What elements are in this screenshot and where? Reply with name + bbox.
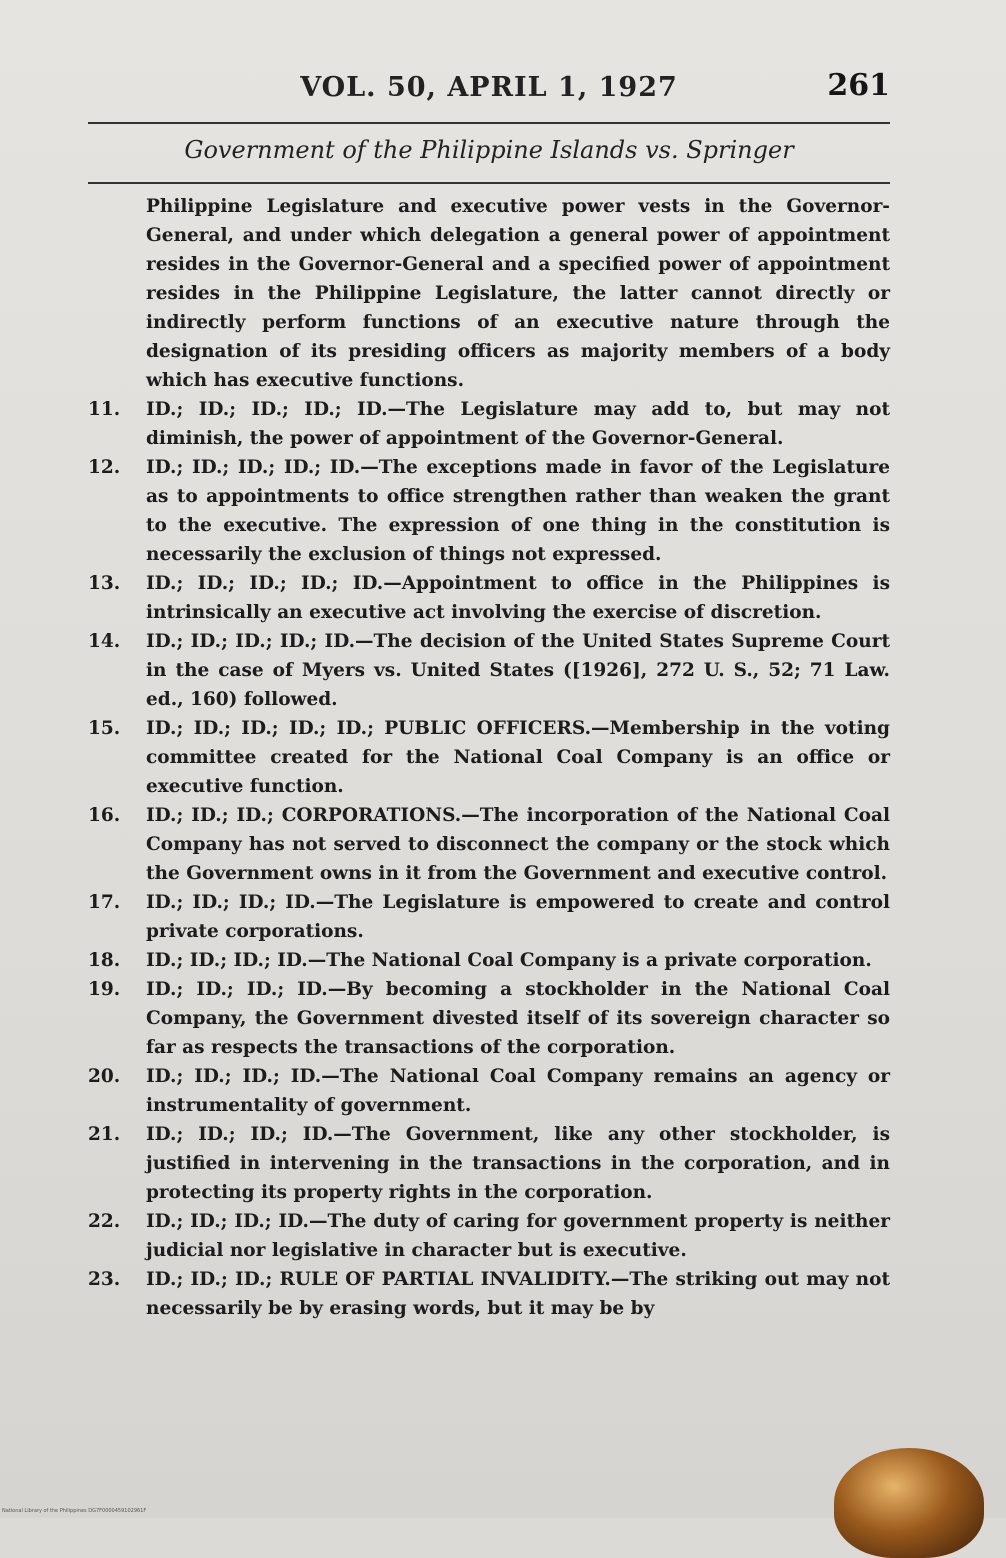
entry-number: 17. xyxy=(88,892,121,913)
entry-number: 23. xyxy=(88,1269,121,1290)
entry-text: ID.; ID.; ID.; ID.—By becoming a stockholder in the National Coal Company, the Government divested itself of its sovereign character so far as respects the transactions of the corporation. xyxy=(146,979,890,1058)
case-title: Government of the Philippine Islands vs. Springer xyxy=(184,136,794,164)
syllabus-body xyxy=(88,192,890,1323)
entry-number: 18. xyxy=(88,950,121,971)
header-rule-bottom xyxy=(88,182,890,184)
syllabus-entry-14 xyxy=(88,627,890,714)
entry-text: ID.; ID.; ID.; ID.; ID.—The decision of the United States Supreme Court in the case of Myers vs. United States ([1926], 272 U. S., 52; 71 Law. ed., 160) followed. xyxy=(146,631,890,710)
thumb-shadow xyxy=(834,1448,984,1558)
page-number: 261 xyxy=(827,68,890,103)
entry-text: ID.; ID.; ID.; CORPORATIONS.—The incorporation of the National Coal Company has not served to disconnect the company or the stock which the Government owns in it from the Government and executive control. xyxy=(146,805,890,884)
entry-text: ID.; ID.; ID.; ID.—The Government, like any other stockholder, is justified in intervening in the transactions in the corporation, and in protecting its property rights in the corporation. xyxy=(146,1124,890,1203)
entry-number: 20. xyxy=(88,1066,121,1087)
library-footer-tag: National Library of the Philippines DG7F0000459102961F xyxy=(2,1508,147,1514)
syllabus-entry-15 xyxy=(88,714,890,801)
entry-text: ID.; ID.; ID.; ID.; ID.—The Legislature may add to, but may not diminish, the power of appointment of the Governor-General. xyxy=(146,399,890,449)
syllabus-entry-20 xyxy=(88,1062,890,1120)
entry-number: 13. xyxy=(88,573,121,594)
entry-number: 21. xyxy=(88,1124,121,1145)
volume-line: VOL. 50, APRIL 1, 1927 xyxy=(300,72,678,103)
syllabus-entry-22 xyxy=(88,1207,890,1265)
syllabus-entry-23 xyxy=(88,1265,890,1323)
syllabus-entry-16 xyxy=(88,801,890,888)
syllabus-entry-17 xyxy=(88,888,890,946)
intro-paragraph: Philippine Legislature and executive power vests in the Governor-General, and under which delegation a general power of appointment resides in the Governor-General and a specified power of appointment resides in the Philippine Legislature, the latter cannot directly or indirectly perform functions of an executive nature through the designation of its presiding officers as majority members of a body which has executive functions. xyxy=(146,196,890,391)
syllabus-entry-11 xyxy=(88,395,890,453)
entry-number: 16. xyxy=(88,805,121,826)
entry-number: 19. xyxy=(88,979,121,1000)
syllabus-entry-12 xyxy=(88,453,890,569)
entry-text: ID.; ID.; ID.; ID.; ID.—The exceptions made in favor of the Legislature as to appointments to office strengthen rather than weaken the grant to the executive. The expression of one thing in the constitution is necessarily the exclusion of things not expressed. xyxy=(146,457,890,565)
entry-number: 11. xyxy=(88,399,121,420)
syllabus-entry-13 xyxy=(88,569,890,627)
entry-text: ID.; ID.; ID.; ID.; ID.—Appointment to office in the Philippines is intrinsically an executive act involving the exercise of discretion. xyxy=(146,573,890,623)
syllabus-entry-19 xyxy=(88,975,890,1062)
entry-text: ID.; ID.; ID.; ID.—The National Coal Company is a private corporation. xyxy=(146,950,872,971)
entry-number: 14. xyxy=(88,631,121,652)
syllabus-entry-21 xyxy=(88,1120,890,1207)
entry-text: ID.; ID.; ID.; ID.—The Legislature is empowered to create and control private corporations. xyxy=(146,892,890,942)
entry-number: 12. xyxy=(88,457,121,478)
entry-number: 22. xyxy=(88,1211,121,1232)
entry-text: ID.; ID.; ID.; ID.—The National Coal Company remains an agency or instrumentality of government. xyxy=(146,1066,890,1116)
entry-text: ID.; ID.; ID.; ID.; ID.; PUBLIC OFFICERS.—Membership in the voting committee created for the National Coal Company is an office or executive function. xyxy=(146,718,890,797)
syllabus-entry-18 xyxy=(88,946,890,975)
header-rule-top xyxy=(88,122,890,124)
entry-text: ID.; ID.; ID.; ID.—The duty of caring for government property is neither judicial nor legislative in character but is executive. xyxy=(146,1211,890,1261)
running-head xyxy=(88,66,890,118)
entry-text: ID.; ID.; ID.; RULE OF PARTIAL INVALIDITY.—The striking out may not necessarily be by erasing words, but it may be by xyxy=(146,1269,890,1319)
entry-number: 15. xyxy=(88,718,121,739)
